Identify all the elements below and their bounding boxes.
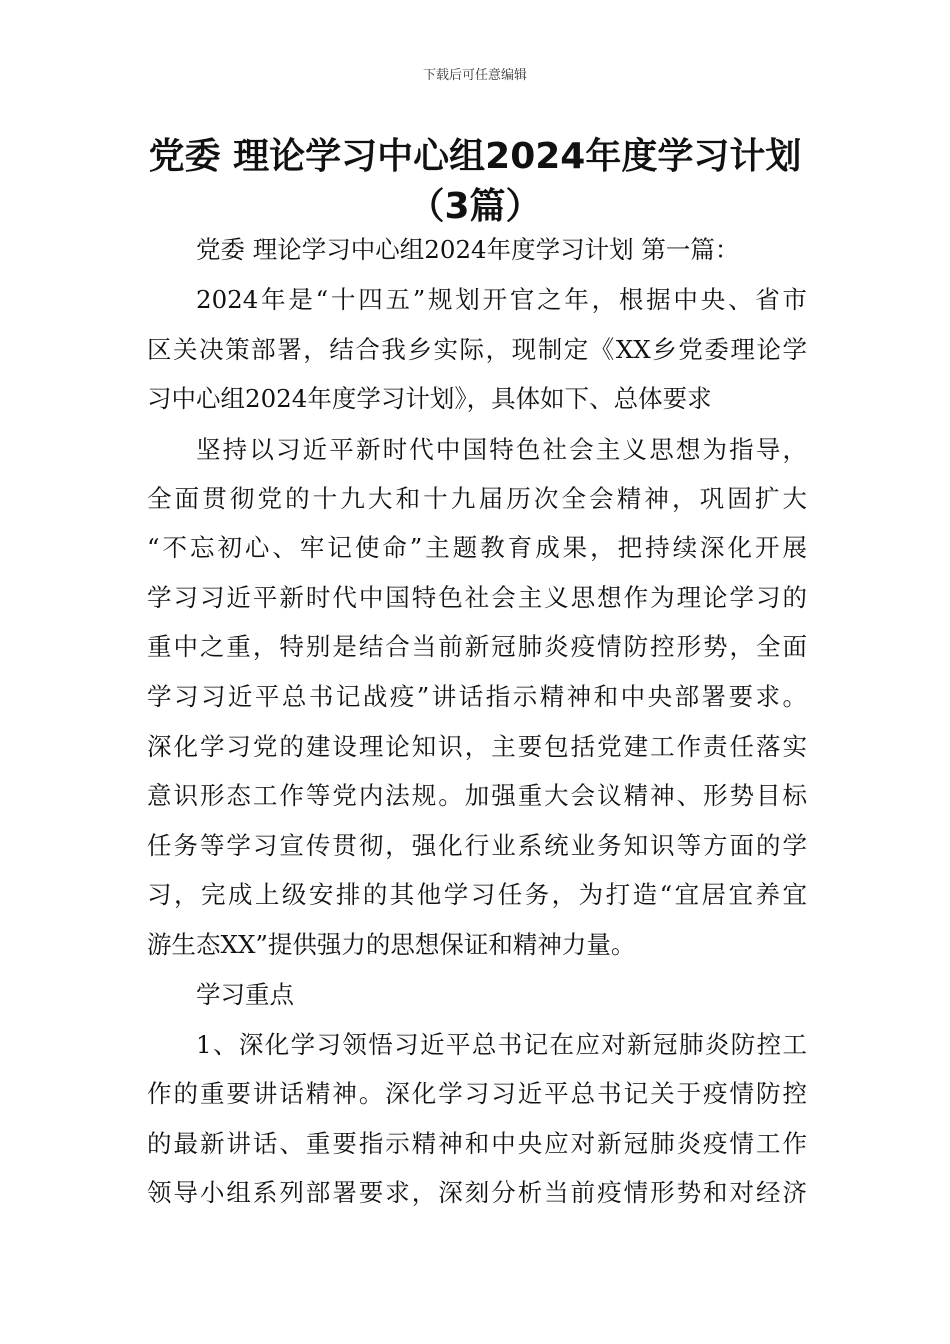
- paragraph-line: 习，完成上级安排的其他学习任务，为打造“宜居宜养宜: [147, 880, 807, 909]
- section-heading: 党委 理论学习中心组2024年度学习计划 第一篇：: [196, 235, 740, 264]
- header-note: 下载后可任意编辑: [422, 68, 527, 83]
- paragraph-line: 领导小组系列部署要求，深刻分析当前疫情形势和对经济: [147, 1178, 807, 1207]
- document-title-line-1: 党委 理论学习中心组2024年度学习计划: [148, 136, 802, 177]
- paragraph-line: 坚持以习近平新时代中国特色社会主义思想为指导，: [196, 435, 807, 464]
- paragraph-line: 作的重要讲话精神。深化学习习近平总书记关于疫情防控: [147, 1079, 807, 1108]
- subsection-heading: 学习重点: [196, 980, 294, 1009]
- paragraph-line: 学习习近平新时代中国特色社会主义思想作为理论学习的: [147, 583, 807, 612]
- paragraph-line: 任务等学习宣传贯彻，强化行业系统业务知识等方面的学: [147, 831, 807, 860]
- paragraph-line: 学习习近平总书记战疫”讲话指示精神和中央部署要求。: [147, 682, 807, 711]
- paragraph-line: 2024年是“十四五”规划开官之年，根据中央、省市: [196, 285, 807, 314]
- paragraph-line: 游生态XX”提供强力的思想保证和精神力量。: [147, 930, 636, 959]
- paragraph-line: 区关决策部署，结合我乡实际，现制定《XX乡党委理论学: [147, 335, 807, 364]
- paragraph-line: 1、深化学习领悟习近平总书记在应对新冠肺炎防控工: [196, 1030, 807, 1059]
- paragraph-line: 的最新讲话、重要指示精神和中央应对新冠肺炎疫情工作: [147, 1129, 807, 1158]
- paragraph-line: 意识形态工作等党内法规。加强重大会议精神、形势目标: [147, 781, 807, 810]
- paragraph-line: “不忘初心、牢记使命”主题教育成果，把持续深化开展: [147, 533, 807, 562]
- paragraph-line: 全面贯彻党的十九大和十九届历次全会精神，巩固扩大: [147, 484, 807, 513]
- paragraph-line: 深化学习党的建设理论知识，主要包括党建工作责任落实: [147, 732, 807, 761]
- paragraph-line: 重中之重，特别是结合当前新冠肺炎疫情防控形势，全面: [147, 632, 807, 661]
- document-title-line-2: （3篇）: [408, 186, 542, 227]
- paragraph-line: 习中心组2024年度学习计划》，具体如下、总体要求: [147, 384, 712, 413]
